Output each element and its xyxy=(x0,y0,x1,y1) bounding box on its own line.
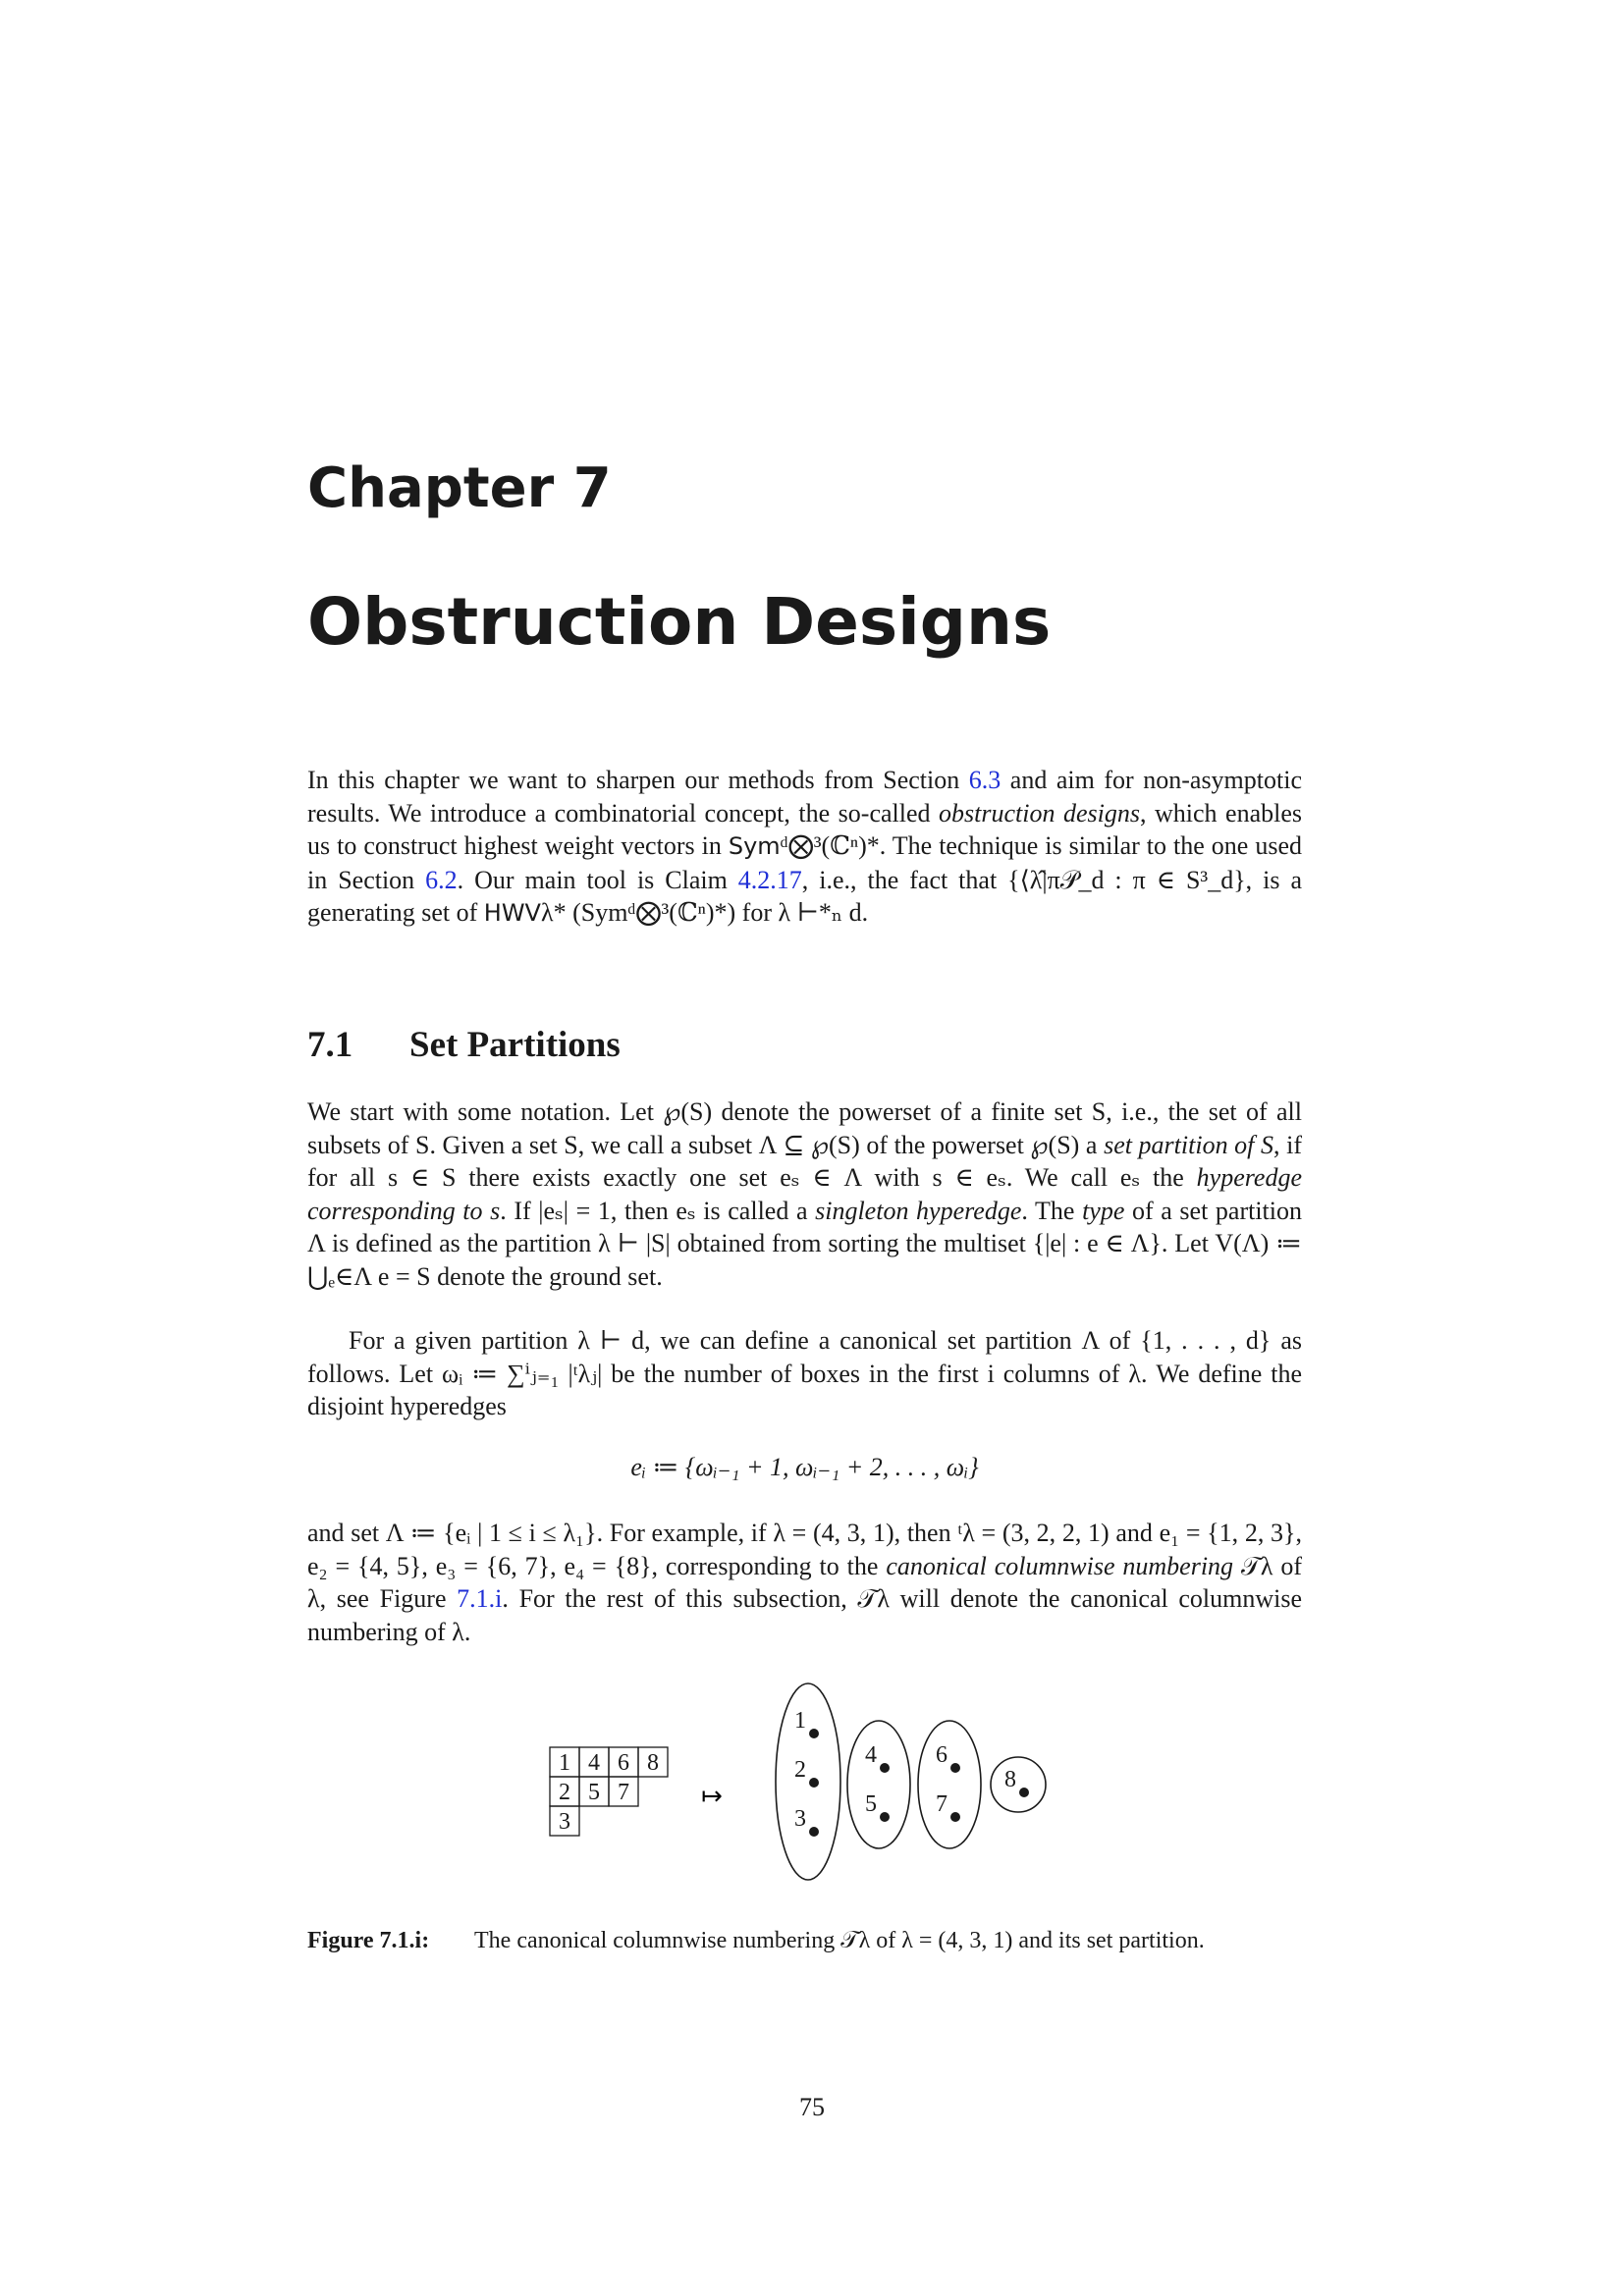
vertex-dot xyxy=(809,1827,819,1837)
vertex-label: 4 xyxy=(865,1742,877,1768)
hwv-operator: HWV xyxy=(483,899,541,927)
section-heading xyxy=(307,1024,1302,1066)
tableau-entry: 4 xyxy=(588,1750,600,1776)
vertex-label: 7 xyxy=(936,1791,947,1817)
hyperedge xyxy=(991,1757,1046,1812)
caption-label: Figure 7.1.i: xyxy=(307,1928,430,1953)
intro-text: , which enables us to construct highest weight vectors in xyxy=(307,798,1302,860)
tableau-entry: 6 xyxy=(618,1750,629,1776)
young-tableau xyxy=(550,1747,668,1836)
chapter-title: Obstruction Designs xyxy=(307,584,1052,660)
intro-text: . Our main tool is Claim xyxy=(457,865,738,894)
hyperedge xyxy=(776,1683,840,1880)
paragraph-emphasis: singleton hyperedge xyxy=(815,1196,1022,1225)
caption-text: The canonical columnwise numbering 𝒯λ of λ = (4, 3, 1) and its set partition. xyxy=(474,1928,1205,1953)
section-ref-link[interactable]: 6.3 xyxy=(968,766,1001,794)
paragraph-emphasis: canonical columnwise numbering xyxy=(886,1551,1234,1580)
vertex-label: 6 xyxy=(936,1742,947,1768)
sym-operator: Sym xyxy=(728,832,781,860)
vertex-label: 3 xyxy=(794,1806,806,1832)
intro-text: and aim for non-asymptotic results. We introduce a combinatorial concept, the so-called xyxy=(307,766,1302,828)
paragraph-emphasis: set partition of S xyxy=(1104,1130,1274,1159)
paragraph-text: 𝒯λ of λ, see Figure xyxy=(307,1551,1303,1613)
vertex-dot xyxy=(809,1778,819,1788)
hyperedge xyxy=(847,1721,910,1848)
vertex-dot xyxy=(880,1812,890,1822)
figure-set-partition xyxy=(530,1669,1080,1895)
section-ref-link[interactable]: 6.2 xyxy=(425,865,458,894)
figure-ref-link[interactable]: 7.1.i xyxy=(457,1584,503,1613)
paragraph-text: , if for all s ∈ S there exists exactly one set eₛ ∈ Λ with s ∈ eₛ. We call eₛ the xyxy=(307,1130,1302,1192)
paragraph-notation xyxy=(307,1095,1302,1293)
section-number: 7.1 xyxy=(307,1025,353,1065)
paragraph-text: . For the rest of this subsection, 𝒯λ will denote the canonical columnwise numbering of λ. xyxy=(307,1584,1303,1646)
vertex-label: 1 xyxy=(794,1708,806,1734)
paragraph-emphasis: hyperedge corresponding to s xyxy=(307,1163,1302,1225)
vertex-dot xyxy=(809,1729,819,1738)
page-number: 75 xyxy=(799,2093,825,2121)
section-title: Set Partitions xyxy=(409,1025,621,1065)
intro-emphasis: obstruction designs xyxy=(939,798,1140,828)
vertex-dot xyxy=(880,1763,890,1773)
intro-paragraph xyxy=(307,764,1302,931)
paragraph-emphasis: type xyxy=(1082,1196,1125,1225)
vertex-dot xyxy=(950,1812,960,1822)
tableau-entry: 3 xyxy=(559,1809,570,1835)
vertex-label: 5 xyxy=(865,1791,877,1817)
vertex-dot xyxy=(1019,1788,1029,1797)
paragraph-text: . If |eₛ| = 1, then eₛ is called a xyxy=(500,1196,816,1225)
paragraph-text: We start with some notation. Let ℘(S) denote the powerset of a finite set S, i.e., the set of all subsets of S. Given a set S, we call a subset Λ ⊆ ℘(S) of the powerset ℘(S) a xyxy=(307,1097,1302,1159)
tableau-entry: 2 xyxy=(559,1780,570,1805)
vertex-label: 2 xyxy=(794,1757,806,1783)
paragraph-canonical: For a given partition λ ⊢ d, we can define a canonical set partition Λ of {1, . . . , d} as follows. Let ωᵢ ≔ ∑ⁱⱼ₌₁ |ᵗλⱼ| be the number of boxes in the first i columns of λ. We define the disjoint hyperedges xyxy=(307,1326,1302,1420)
intro-text: In this chapter we want to sharpen our methods from Section xyxy=(307,766,969,794)
tableau-entry: 5 xyxy=(588,1780,600,1805)
paragraph-text: . The xyxy=(1021,1196,1083,1225)
intro-text: , i.e., the fact that {⟨λ̂|π𝒫_d : π ∈ S³_d}, is a generating set of xyxy=(307,865,1303,927)
paragraph-text: and set Λ ≔ {eᵢ | 1 ≤ i ≤ λ₁}. For example, if λ = (4, 3, 1), then ᵗλ = (3, 2, 2, 1) and e₁ = {1, 2, 3}, e₂ = {4, 5}, e₃ = {6, 7}, e₄ = {8}, corresponding to the xyxy=(307,1519,1302,1580)
maps-to-arrow: ↦ xyxy=(701,1782,723,1811)
tableau-entry: 7 xyxy=(618,1780,629,1805)
hyperedge-diagram xyxy=(776,1683,1046,1880)
intro-text: λ* (Symᵈ⨂³(ℂⁿ)*) for λ ⊢*ₙ d. xyxy=(540,898,869,927)
intro-text: ᵈ⨂³(ℂⁿ)*. The technique is similar to the one used in Section xyxy=(307,831,1302,894)
chapter-label: Chapter 7 xyxy=(307,456,612,520)
tableau-entry: 1 xyxy=(559,1750,570,1776)
vertex-label: 8 xyxy=(1004,1767,1016,1792)
tableau-entry: 8 xyxy=(647,1750,659,1776)
hyperedge xyxy=(918,1721,981,1848)
paragraph-text: of a set partition Λ is defined as the partition λ ⊢ |S| obtained from sorting the multiset {|e| : e ∈ Λ}. Let V(Λ) ≔ ⋃ₑ∈Λ e = S denote the ground set. xyxy=(307,1196,1302,1291)
claim-ref-link[interactable]: 4.2.17 xyxy=(737,865,802,894)
vertex-dot xyxy=(950,1763,960,1773)
paragraph-example xyxy=(307,1517,1302,1648)
display-equation: eᵢ ≔ {ωᵢ₋₁ + 1, ωᵢ₋₁ + 2, . . . , ωᵢ} xyxy=(630,1453,979,1481)
